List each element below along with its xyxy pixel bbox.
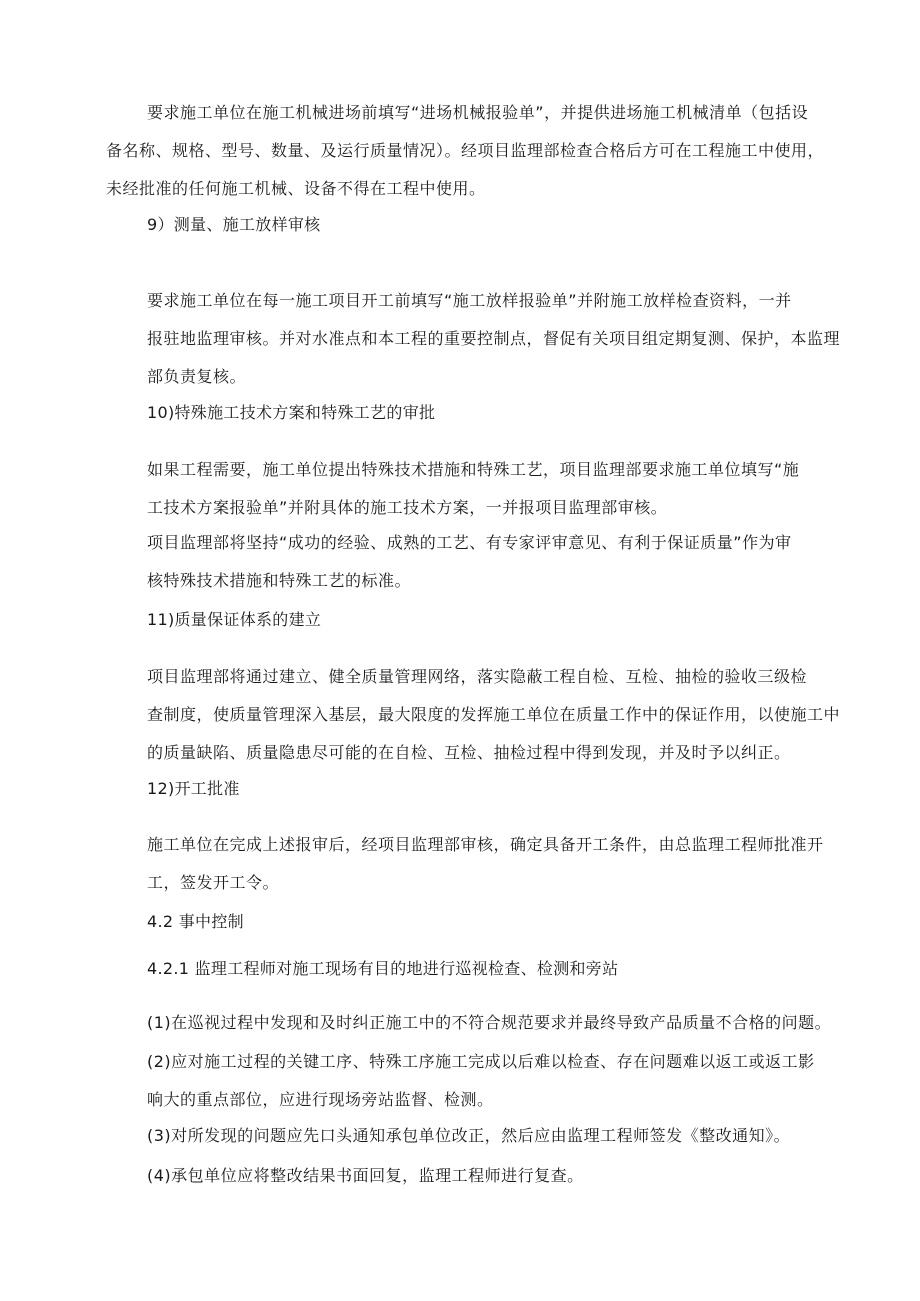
text-line: 查制度，使质量管理深入基层，最大限度的发挥施工单位在质量工作中的保证作用，以使施工中 bbox=[147, 705, 841, 724]
paragraph-review-standard bbox=[147, 524, 792, 600]
text-line: 如果工程需要，施工单位提出特殊技术措施和特殊工艺，项目监理部要求施工单位填写“施 bbox=[147, 460, 800, 479]
text-line: 施工单位在完成上述报审后，经项目监理部审核，确定具备开工条件，由总监理工程师批准开 bbox=[147, 835, 824, 854]
paragraph-quality-network bbox=[147, 658, 840, 772]
text-line: 核特殊技术措施和特殊工艺的标准。 bbox=[147, 571, 412, 590]
paragraph-item-4 bbox=[147, 1157, 584, 1195]
paragraph-start-order bbox=[147, 826, 824, 902]
text-line: 备名称、规格、型号、数量、及运行质量情况）。经项目监理部检查合格后方可在工程施工中使用， bbox=[106, 141, 825, 160]
text-line: 项目监理部将通过建立、健全质量管理网络，落实隐蔽工程自检、互检、抽检的验收三级检 bbox=[147, 667, 808, 686]
text-line: (2)应对施工过程的关键工序、特殊工序施工完成以后难以检查、存在问题难以返工或返工影 bbox=[147, 1052, 815, 1071]
heading-9-survey-review: 9）测量、施工放样审核 bbox=[147, 215, 321, 234]
paragraph-setting-out bbox=[147, 282, 840, 396]
heading-4-2-in-process-control: 4.2 事中控制 bbox=[147, 912, 244, 931]
text-line: (3)对所发现的问题应先口头通知承包单位改正，然后应由监理工程师签发《整改通知》。 bbox=[147, 1126, 791, 1145]
text-line: (1)在巡视过程中发现和及时纠正施工中的不符合规范要求并最终导致产品质量不合格的问题。 bbox=[147, 1013, 832, 1032]
text-line: 响大的重点部位，应进行现场旁站监督、检测。 bbox=[147, 1090, 494, 1109]
text-line: 项目监理部将坚持“成功的经验、成熟的工艺、有专家评审意见、有利于保证质量”作为审 bbox=[147, 533, 792, 552]
heading-4-2-1-inspection: 4.2.1 监理工程师对施工现场有目的地进行巡视检查、检测和旁站 bbox=[147, 959, 619, 978]
text-line: 未经批准的任何施工机械、设备不得在工程中使用。 bbox=[106, 179, 486, 198]
heading-10-special-techniques: 10)特殊施工技术方案和特殊工艺的审批 bbox=[147, 403, 436, 422]
text-line: 的质量缺陷、质量隐患尽可能的在自检、互检、抽检过程中得到发现，并及时予以纠正。 bbox=[147, 743, 791, 762]
text-line: 要求施工单位在每一施工项目开工前填写“施工放样报验单”并附施工放样检查资料，一并 bbox=[147, 291, 792, 310]
text-line: (4)承包单位应将整改结果书面回复，监理工程师进行复查。 bbox=[147, 1166, 584, 1185]
paragraph-machinery-entry bbox=[106, 94, 825, 208]
heading-11-quality-system: 11)质量保证体系的建立 bbox=[147, 610, 322, 629]
text-line: 要求施工单位在施工机械进场前填写“进场机械报验单”，并提供进场施工机械清单（包括设 bbox=[147, 103, 809, 122]
text-line: 工，签发开工令。 bbox=[147, 873, 280, 892]
heading-12-start-approval: 12)开工批准 bbox=[147, 779, 240, 798]
paragraph-item-1 bbox=[147, 1004, 831, 1042]
paragraph-item-3 bbox=[147, 1117, 790, 1155]
text-line: 报驻地监理审核。并对水准点和本工程的重要控制点，督促有关项目组定期复测、保护，本监理 bbox=[147, 329, 841, 348]
text-line: 工技术方案报验单”并附具体的施工技术方案，一并报项目监理部审核。 bbox=[147, 498, 668, 517]
paragraph-item-2 bbox=[147, 1043, 815, 1119]
paragraph-special-measures bbox=[147, 451, 799, 527]
text-line: 部负责复核。 bbox=[147, 367, 247, 386]
